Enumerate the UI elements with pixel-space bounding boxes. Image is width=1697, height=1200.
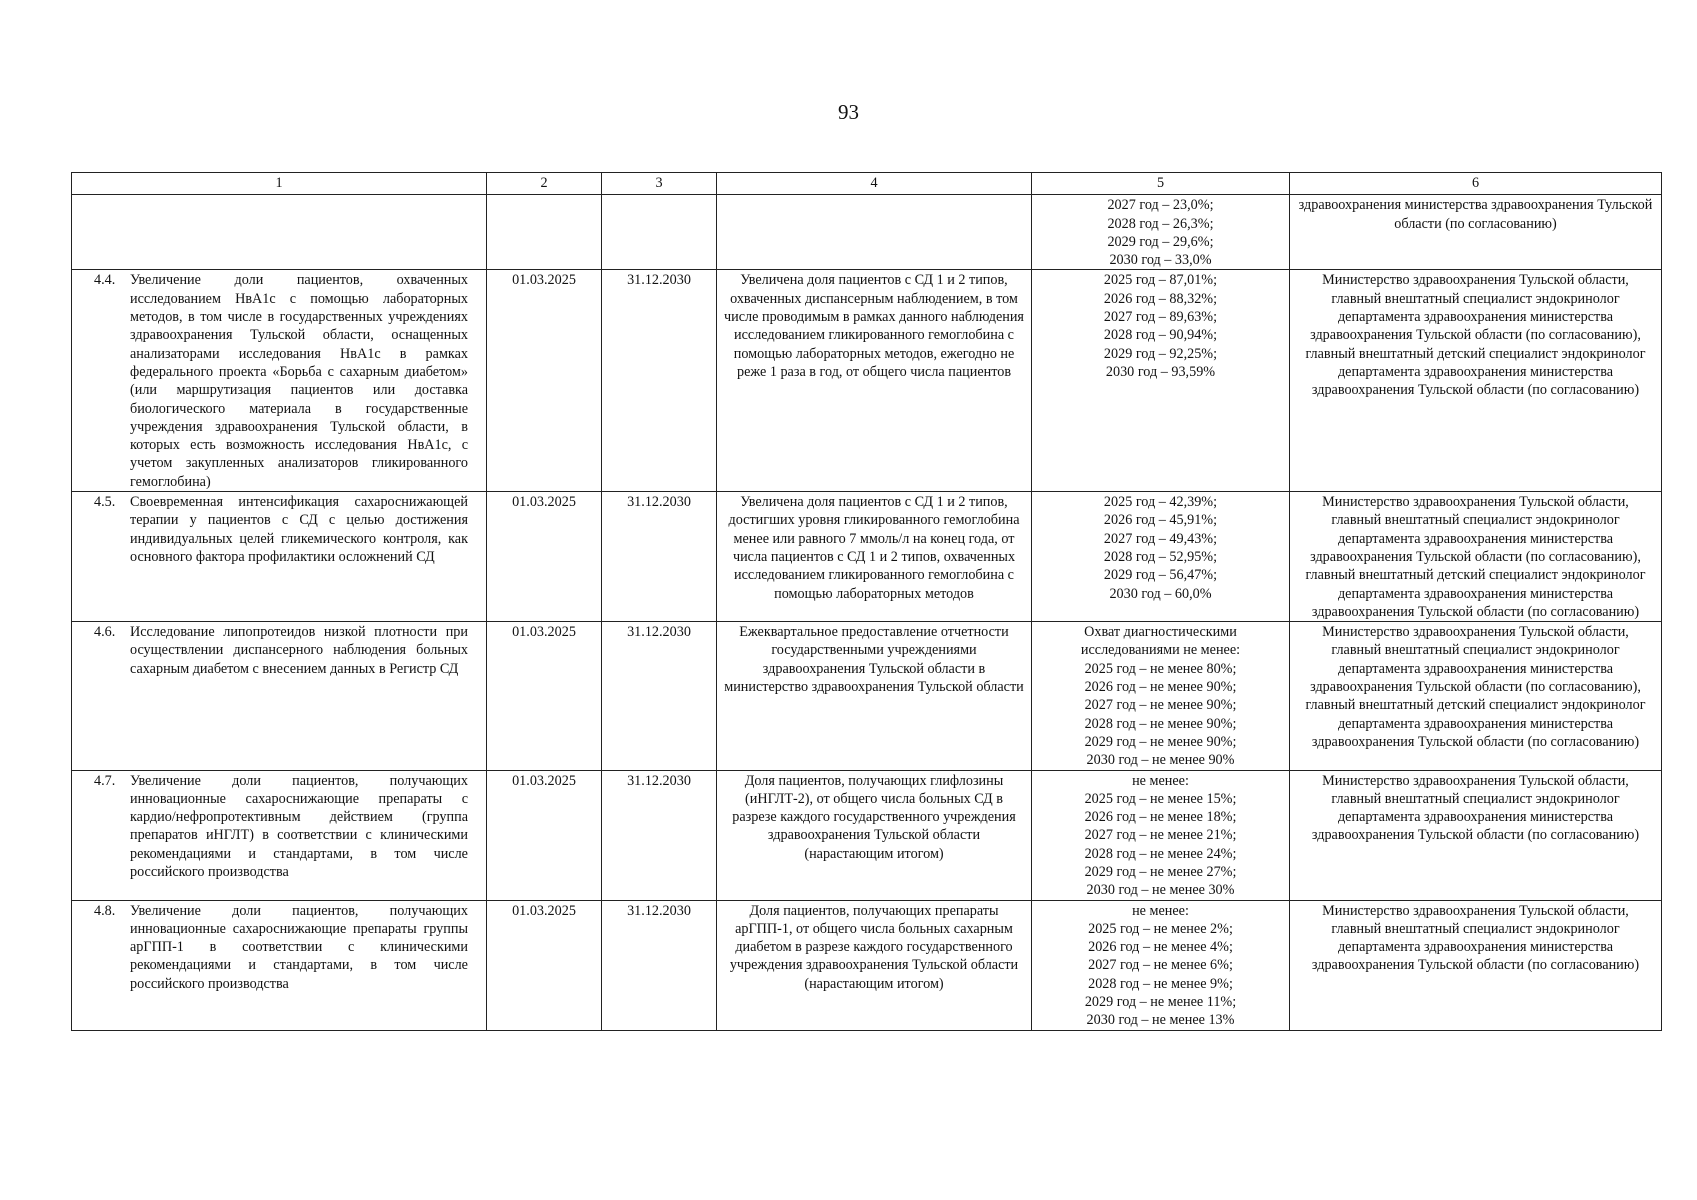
measures-table (71, 172, 1662, 1031)
indicator-line: 2030 год – 60,0% (1109, 585, 1212, 602)
indicator-line: 2027 год – 89,63%; (1103, 309, 1218, 326)
end-date: 31.12.2030 (602, 900, 717, 1030)
measure-cell (72, 622, 487, 770)
start-date: 01.03.2025 (487, 270, 602, 492)
measure-title: Увеличение доли пациентов, охваченных исследованием НвА1с с помощью лабораторных методов, в том числе в государственных учреждениях здравоохранения Тульской области, оснащенных анализаторами исследования НвА1с в рамках федерального проекта «Борьба с сахарным диабетом» (или маршрутизация пациентов или доставка биологического материала в государственные учреждения здравоохранения Тульской области, в которых есть возможность исследования НвА1с, с учетом закупленных анализаторов гликированного гемоглобина) (130, 272, 468, 490)
table-row (72, 195, 1662, 270)
indicator-values (1032, 622, 1290, 770)
indicator-line: 2029 год – не менее 90%; (1084, 733, 1237, 750)
indicator-line: 2027 год – 23,0%; (1107, 197, 1214, 214)
indicator-line: 2029 год – 29,6%; (1107, 233, 1214, 250)
table-row (72, 492, 1662, 622)
expected-result (717, 195, 1032, 270)
indicator-values (1032, 270, 1290, 492)
indicator-line: 2027 год – не менее 21%; (1084, 827, 1237, 844)
indicator-line: 2025 год – не менее 15%; (1084, 790, 1237, 807)
measure-number: 4.6. (94, 624, 116, 641)
measure-number: 4.5. (94, 494, 116, 511)
indicator-line: 2026 год – не менее 4%; (1088, 939, 1233, 956)
measure-title: Увеличение доли пациентов, получающих инновационные сахароснижающие препараты группы арГПП-1 в соответствии с клиническими рекомендациями и стандартами, в том числе российского производства (130, 902, 468, 992)
expected-result: Увеличена доля пациентов с СД 1 и 2 типов, охваченных диспансерным наблюдением, в том числе проводимым в рамках данного наблюдения исследованием гликированного гемоглобина с помощью лабораторных методов, ежегодно не реже 1 раза в год, от общего числа пациентов (717, 270, 1032, 492)
indicator-values (1032, 492, 1290, 622)
start-date: 01.03.2025 (487, 770, 602, 900)
responsible-party: Министерство здравоохранения Тульской области, главный внештатный специалист эндокринолог департамента здравоохранения министерства здравоохранения Тульской области (по согласованию), главный внештатный детский специалист эндокринолог департамента здравоохранения министерства здравоохранения Тульской области (по согласованию) (1290, 270, 1662, 492)
end-date (602, 195, 717, 270)
indicator-line: 2030 год – не менее 90% (1086, 752, 1235, 769)
responsible-party: здравоохранения министерства здравоохранения Тульской области (по согласованию) (1290, 195, 1662, 270)
column-header-6: 6 (1290, 173, 1662, 195)
measure-cell (72, 270, 487, 492)
table-header-row (72, 173, 1662, 195)
table-row (72, 270, 1662, 492)
measure-number: 4.7. (94, 772, 116, 789)
indicator-line: 2029 год – не менее 27%; (1084, 863, 1237, 880)
indicator-line: 2028 год – не менее 90%; (1084, 715, 1237, 732)
expected-result: Увеличена доля пациентов с СД 1 и 2 типов, достигших уровня гликированного гемоглобина менее или равного 7 ммоль/л на конец года, от числа пациентов с СД 1 и 2 типов, охваченных исследованием гликированного гемоглобина с помощью лабораторных методов (717, 492, 1032, 622)
indicator-line: не менее: (1132, 772, 1189, 789)
indicator-line: 2028 год – 90,94%; (1103, 327, 1218, 344)
indicator-values (1032, 195, 1290, 270)
table-row (72, 622, 1662, 770)
start-date: 01.03.2025 (487, 900, 602, 1030)
column-header-5: 5 (1032, 173, 1290, 195)
measure-cell (72, 770, 487, 900)
indicator-line: 2025 год – не менее 80%; (1084, 660, 1237, 677)
indicator-values (1032, 770, 1290, 900)
measure-title: Увеличение доли пациентов, получающих инновационные сахароснижающие препараты с кардио/нефропротективным действием (группа препаратов иНГЛТ) в соответствии с клиническими рекомендациями и стандартами, в том числе российского производства (130, 772, 468, 880)
start-date: 01.03.2025 (487, 622, 602, 770)
indicator-line: 2025 год – не менее 2%; (1088, 920, 1233, 937)
page-number: 93 (838, 100, 859, 124)
measure-number: 4.4. (94, 272, 116, 289)
measure-number: 4.8. (94, 902, 116, 919)
indicator-line: 2027 год – не менее 6%; (1088, 957, 1233, 974)
column-header-3: 3 (602, 173, 717, 195)
start-date: 01.03.2025 (487, 492, 602, 622)
indicator-line: 2026 год – 45,91%; (1103, 512, 1218, 529)
indicator-line: не менее: (1132, 902, 1189, 919)
expected-result: Доля пациентов, получающих глифлозины (иНГЛТ-2), от общего числа больных СД в разрезе каждого государственного учреждения здравоохранения Тульской области (нарастающим итогом) (717, 770, 1032, 900)
table-row (72, 900, 1662, 1030)
indicator-line: 2029 год – не менее 11%; (1084, 994, 1237, 1011)
measure-cell (72, 492, 487, 622)
indicator-line: Охват диагностическими исследованиями не менее: (1080, 624, 1241, 659)
column-header-4: 4 (717, 173, 1032, 195)
start-date (487, 195, 602, 270)
indicator-line: 2026 год – не менее 90%; (1084, 679, 1237, 696)
end-date: 31.12.2030 (602, 770, 717, 900)
expected-result: Доля пациентов, получающих препараты арГПП-1, от общего числа больных сахарным диабетом в разрезе каждого государственного учреждения здравоохранения Тульской области (нарастающим итогом) (717, 900, 1032, 1030)
indicator-line: 2030 год – 93,59% (1105, 363, 1216, 380)
indicator-line: 2027 год – 49,43%; (1103, 530, 1218, 547)
indicator-line: 2028 год – 52,95%; (1103, 548, 1218, 565)
indicator-values (1032, 900, 1290, 1030)
responsible-party: Министерство здравоохранения Тульской области, главный внештатный специалист эндокринолог департамента здравоохранения министерства здравоохранения Тульской области (по согласованию), главный внештатный детский специалист эндокринолог департамента здравоохранения министерства здравоохранения Тульской области (по согласованию) (1290, 492, 1662, 622)
indicator-line: 2025 год – 42,39%; (1103, 494, 1218, 511)
measure-cell (72, 900, 487, 1030)
indicator-line: 2030 год – не менее 30% (1086, 882, 1235, 899)
indicator-line: 2029 год – 92,25%; (1103, 345, 1218, 362)
column-header-1: 1 (72, 173, 487, 195)
responsible-party: Министерство здравоохранения Тульской области, главный внештатный специалист эндокринолог департамента здравоохранения министерства здравоохранения Тульской области (по согласованию), главный внештатный детский специалист эндокринолог департамента здравоохранения министерства здравоохранения Тульской области (по согласованию) (1290, 622, 1662, 770)
indicator-line: 2025 год – 87,01%; (1103, 272, 1218, 289)
indicator-line: 2026 год – не менее 18%; (1084, 809, 1237, 826)
indicator-line: 2029 год – 56,47%; (1103, 567, 1218, 584)
end-date: 31.12.2030 (602, 622, 717, 770)
expected-result: Ежеквартальное предоставление отчетности государственными учреждениями здравоохранения Тульской области в министерство здравоохранения Тульской области (717, 622, 1032, 770)
end-date: 31.12.2030 (602, 492, 717, 622)
end-date: 31.12.2030 (602, 270, 717, 492)
indicator-line: 2027 год – не менее 90%; (1084, 697, 1237, 714)
indicator-line: 2030 год – не менее 13% (1086, 1012, 1235, 1029)
measure-cell (72, 195, 487, 270)
column-header-2: 2 (487, 173, 602, 195)
indicator-line: 2028 год – не менее 24%; (1084, 845, 1237, 862)
indicator-line: 2028 год – 26,3%; (1107, 215, 1214, 232)
measure-title: Своевременная интенсификация сахароснижающей терапии у пациентов с СД с целью достижения индивидуальных целей гликемического контроля, как основного фактора профилактики осложнений СД (130, 494, 468, 565)
indicator-line: 2028 год – не менее 9%; (1088, 975, 1233, 992)
indicator-line: 2030 год – 33,0% (1109, 252, 1212, 269)
responsible-party: Министерство здравоохранения Тульской области, главный внештатный специалист эндокринолог департамента здравоохранения министерства здравоохранения Тульской области (по согласованию) (1290, 770, 1662, 900)
table-row (72, 770, 1662, 900)
measure-title: Исследование липопротеидов низкой плотности при осуществлении диспансерного наблюдения больных сахарным диабетом с внесением данных в Регистр СД (130, 624, 468, 677)
indicator-line: 2026 год – 88,32%; (1103, 290, 1218, 307)
responsible-party: Министерство здравоохранения Тульской области, главный внештатный специалист эндокринолог департамента здравоохранения министерства здравоохранения Тульской области (по согласованию) (1290, 900, 1662, 1030)
